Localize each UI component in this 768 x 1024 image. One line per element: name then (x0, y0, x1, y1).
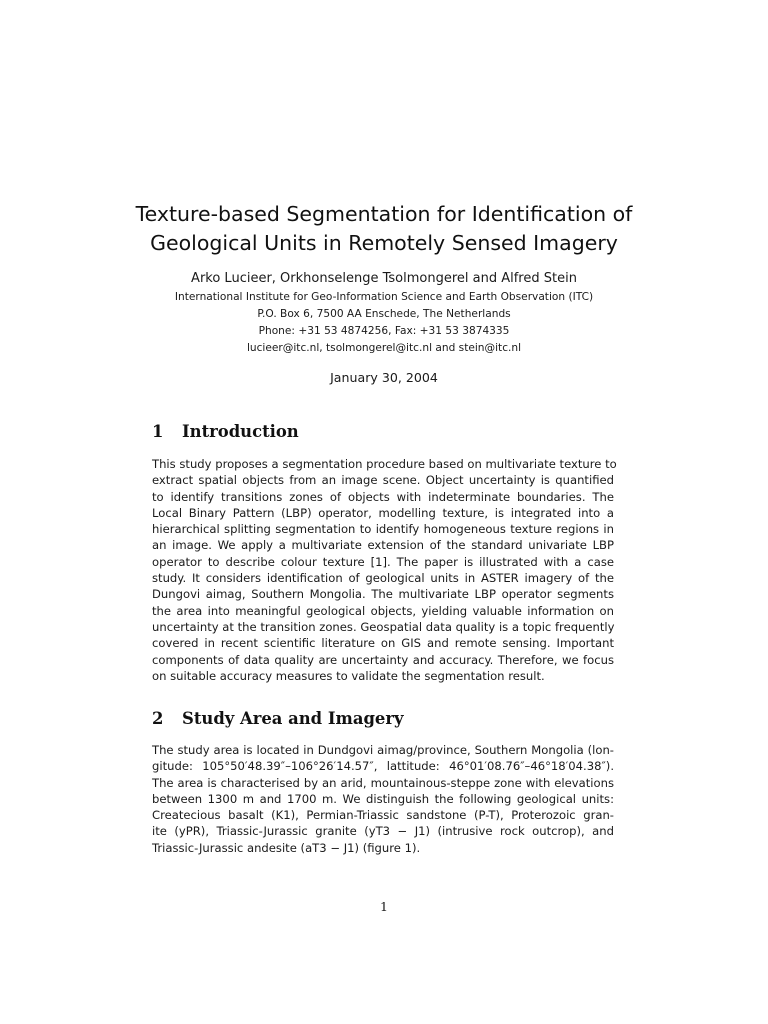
section-heading-introduction (152, 422, 612, 442)
section-heading-study-area (152, 709, 612, 729)
paragraph-line: ite (yPR), Triassic-Jurassic granite (yT3 − J1) (intrusive rock outcrop), and (152, 824, 614, 839)
affiliation-institute: International Institute for Geo-Information Science and Earth Observation (ITC) (174, 291, 594, 303)
paragraph-line: extract spatial objects from an image scene. Object uncertainty is quantified (152, 473, 614, 488)
paragraph-line: The study area is located in Dundgovi aimag/province, Southern Mongolia (lon- (152, 743, 614, 757)
affiliation-emails: lucieer@itc.nl, tsolmongerel@itc.nl and stein@itc.nl (246, 342, 522, 354)
paragraph-line: Local Binary Pattern (LBP) operator, modelling texture, is integrated into a (152, 505, 614, 520)
paragraph-line: Dungovi aimag, Southern Mongolia. The multivariate LBP operator segments (152, 587, 614, 602)
section-title: Study Area and Imagery (182, 709, 404, 728)
section-number: 1 (152, 422, 164, 441)
affiliation-block (110, 289, 658, 357)
title-line-2: Geological Units in Remotely Sensed Imagery (150, 231, 618, 255)
paragraph-line: study. It considers identification of geological units in ASTER imagery of the (152, 571, 614, 586)
paragraph-line: covered in recent scientific literature on GIS and remote sensing. Important (152, 636, 614, 651)
paper-title (110, 200, 658, 258)
paragraph-line: operator to describe colour texture [1]. The paper is illustrated with a case (152, 554, 614, 569)
title-line-1: Texture-based Segmentation for Identification of (135, 202, 633, 226)
paper-date: January 30, 2004 (330, 370, 438, 385)
paragraph-line: Createcious basalt (K1), Permian-Triassic sandstone (P-T), Proterozoic gran- (152, 808, 614, 823)
paragraph-line: This study proposes a segmentation procedure based on multivariate texture to (152, 457, 617, 471)
section-number: 2 (152, 709, 164, 728)
paragraph-line: hierarchical splitting segmentation to identify homogeneous texture regions in (152, 522, 614, 537)
affiliation-phone: Phone: +31 53 4874256, Fax: +31 53 3874335 (258, 325, 510, 337)
paragraph-line: to identify transitions zones of objects with indeterminate boundaries. The (152, 489, 614, 504)
paragraph-line: uncertainty at the transition zones. Geospatial data quality is a topic frequently (152, 619, 615, 634)
paragraph-line: Triassic-Jurassic andesite (aT3 − J1) (figure 1). (152, 840, 421, 855)
paragraph-line: on suitable accuracy measures to validate the segmentation result. (152, 668, 545, 683)
paragraph-line: an image. We apply a multivariate extension of the standard univariate LBP (152, 538, 614, 553)
paragraph-line: gitude: 105°50′48.39″–106°26′14.57″, lattitude: 46°01′08.76″–46°18′04.38″). (152, 759, 614, 774)
paragraph-line: The area is characterised by an arid, mountainous-steppe zone with elevations (152, 775, 614, 790)
section-title: Introduction (182, 422, 299, 441)
paragraph-line: components of data quality are uncertainty and accuracy. Therefore, we focus (152, 652, 614, 667)
author-list: Arko Lucieer, Orkhonselenge Tsolmongerel and Alfred Stein (191, 271, 577, 286)
introduction-paragraph (152, 456, 617, 684)
page-number: 1 (380, 899, 388, 914)
affiliation-address: P.O. Box 6, 7500 AA Enschede, The Netherlands (257, 308, 511, 320)
study-area-paragraph (152, 742, 614, 856)
paragraph-line: the area into meaningful geological objects, yielding valuable information on (152, 603, 614, 618)
paragraph-line: between 1300 m and 1700 m. We distinguish the following geological units: (152, 791, 614, 806)
